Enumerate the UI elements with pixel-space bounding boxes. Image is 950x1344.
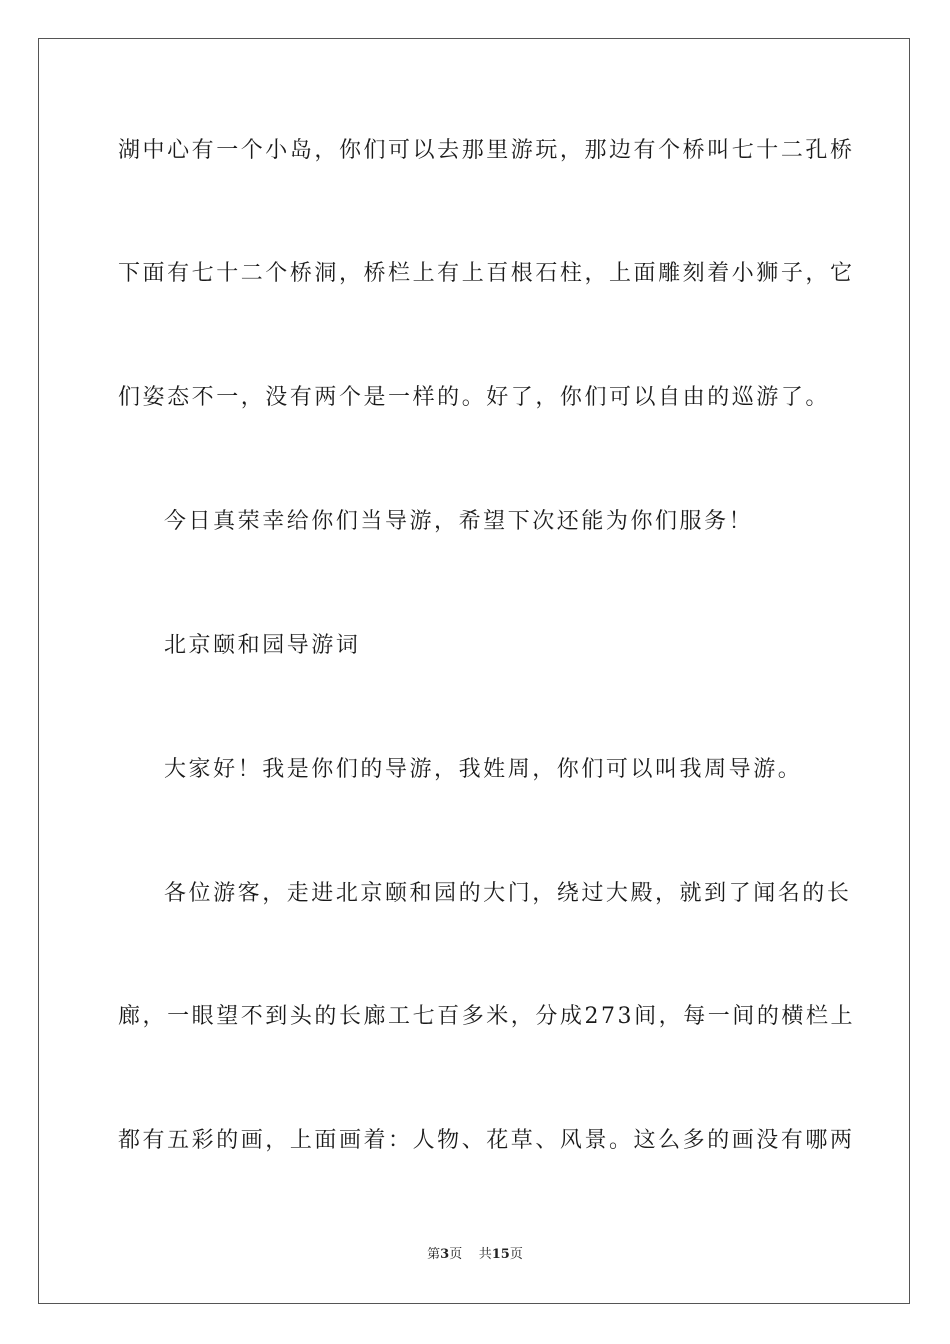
footer-page-suffix: 页	[449, 1247, 463, 1262]
body-line-9: 都有五彩的画，上面画着：人物、花草、风景。这么多的画没有哪两	[118, 1128, 855, 1153]
body-line-3: 们姿态不一，没有两个是一样的。好了，你们可以自由的巡游了。	[118, 385, 830, 410]
footer-page-prefix: 第	[427, 1247, 441, 1262]
body-line-7: 各位游客，走进北京颐和园的大门，绕过大殿，就到了闻名的长	[164, 881, 852, 906]
page-footer	[0, 1246, 950, 1264]
footer-total-prefix: 共	[478, 1247, 492, 1262]
body-line-2: 下面有七十二个桥洞，桥栏上有上百根石柱，上面雕刻着小狮子，它	[118, 261, 855, 286]
footer-page-number: 3	[440, 1247, 450, 1262]
body-line-4: 今日真荣幸给你们当导游，希望下次还能为你们服务！	[164, 509, 754, 534]
footer-total-pages: 15	[491, 1247, 510, 1262]
body-line-6: 大家好！我是你们的导游，我姓周，你们可以叫我周导游。	[164, 757, 803, 782]
body-line-1: 湖中心有一个小岛，你们可以去那里游玩，那边有个桥叫七十二孔桥	[118, 138, 855, 163]
page-border	[38, 38, 910, 1304]
body-line-8: 廊，一眼望不到头的长廊工七百多米，分成273间，每一间的横栏上	[118, 1004, 856, 1029]
section-heading: 北京颐和园导游词	[164, 633, 361, 658]
footer-total-suffix: 页	[509, 1247, 523, 1262]
